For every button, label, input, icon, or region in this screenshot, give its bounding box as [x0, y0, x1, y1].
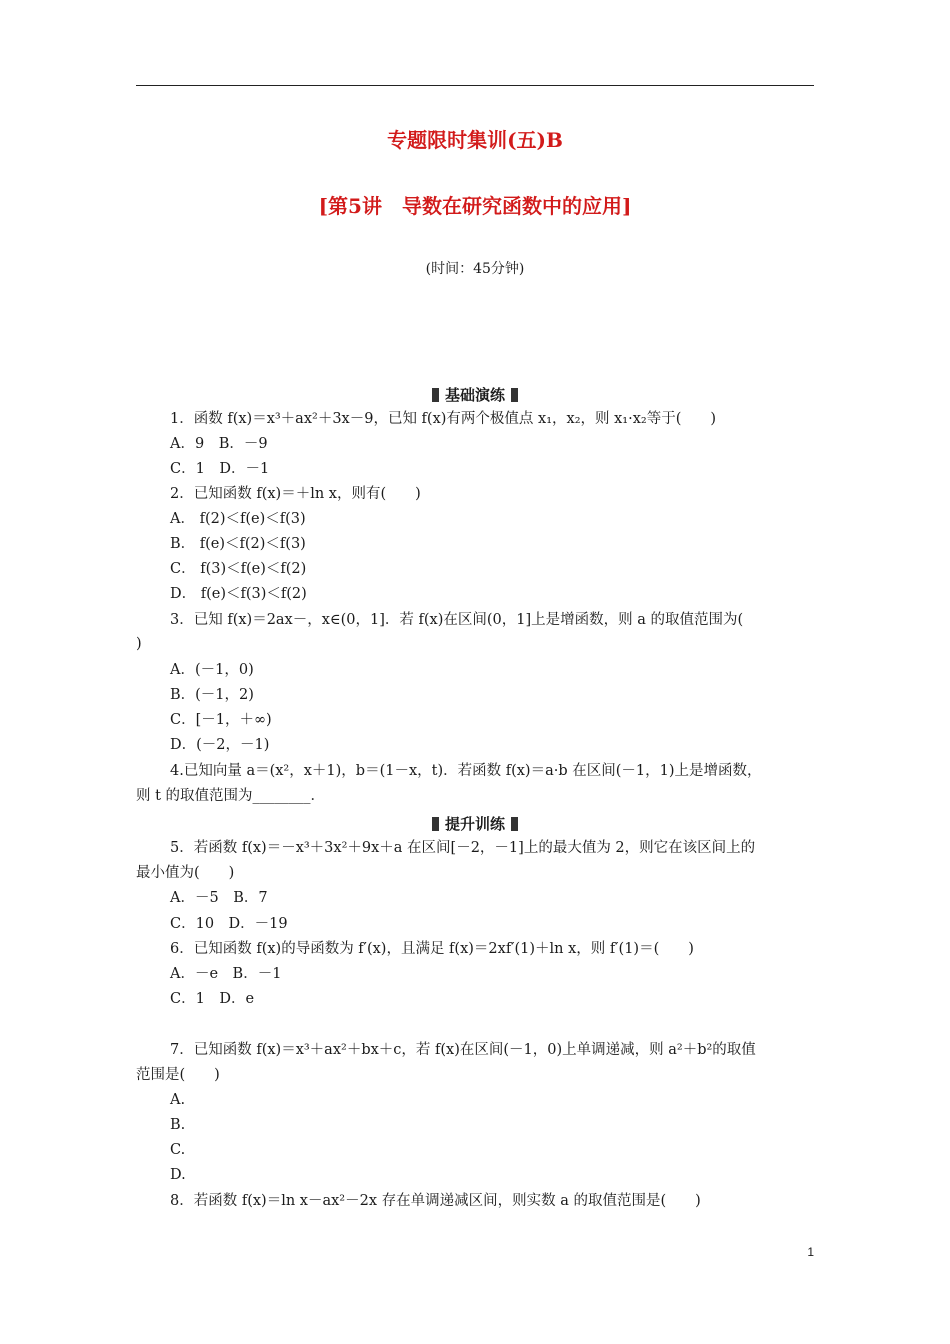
question-5: 5．若函数 f(x)＝－x³＋3x²＋9x＋a 在区间[－2，－1]上的最大值为 2，则它在该区间上的: [170, 840, 756, 856]
block-marker-icon: [511, 817, 518, 831]
option-line: B.: [170, 1117, 186, 1133]
option-line: A． f(2)＜f(e)＜f(3): [170, 511, 306, 527]
section-label: 提升训练: [444, 815, 505, 833]
option-line: C．[－1，＋∞): [170, 712, 272, 728]
option-line: A．(－1，0): [170, 662, 254, 678]
page-subtitle: [第5讲 导数在研究函数中的应用]: [318, 194, 632, 218]
option-line: A．－5 B．7: [170, 890, 268, 906]
option-line: D.: [170, 1167, 186, 1183]
time-note: (时间：45分钟): [425, 261, 525, 277]
option-line: D． f(e)＜f(3)＜f(2): [170, 586, 307, 602]
option-line: C．1 D．－1: [170, 461, 270, 477]
option-line: D．(－2，－1): [170, 737, 270, 753]
option-line: B．(－1，2): [170, 687, 254, 703]
question-5-continued: 最小值为( ): [136, 865, 235, 881]
block-marker-icon: [432, 388, 439, 402]
question-6: 6．已知函数 f(x)的导函数为 f′(x)，且满足 f(x)＝2xf′(1)＋ln x，则 f′(1)＝( ): [170, 941, 694, 957]
question-3-continued: ): [136, 636, 142, 652]
option-line: B． f(e)＜f(2)＜f(3): [170, 536, 306, 552]
option-line: C.: [170, 1142, 186, 1158]
block-marker-icon: [432, 817, 439, 831]
question-7-continued: 范围是( ): [136, 1067, 220, 1083]
option-line: A．9 B．－9: [170, 436, 268, 452]
top-rule: [136, 85, 814, 86]
question-8: 8．若函数 f(x)＝ln x－ax²－2x 存在单调递减区间，则实数 a 的取值范围是( ): [170, 1193, 701, 1209]
question-2: 2．已知函数 f(x)＝＋ln x，则有( ): [170, 486, 421, 502]
option-line: C．10 D．－19: [170, 916, 288, 932]
option-line: A.: [170, 1092, 186, 1108]
question-4-continued: 则 t 的取值范围为________．: [136, 788, 326, 804]
option-line: C． f(3)＜f(e)＜f(2): [170, 561, 307, 577]
question-1: 1．函数 f(x)＝x³＋ax²＋3x－9，已知 f(x)有两个极值点 x₁，x₂，则 x₁·x₂等于( ): [170, 411, 717, 427]
question-3: 3．已知 f(x)＝2ax－，x∈(0，1]．若 f(x)在区间(0，1]上是增函数，则 a 的取值范围为(: [170, 612, 744, 628]
section-label: 基础演练: [444, 386, 505, 404]
block-marker-icon: [511, 388, 518, 402]
section-heading-advanced: [0, 813, 950, 834]
page-number: 1: [807, 1245, 814, 1259]
question-7: 7．已知函数 f(x)＝x³＋ax²＋bx＋c，若 f(x)在区间(－1，0)上单调递减，则 a²＋b²的取值: [170, 1042, 756, 1058]
option-line: C．1 D．e: [170, 991, 255, 1007]
question-4: 4.已知向量 a＝(x²，x＋1)，b＝(1－x，t)．若函数 f(x)＝a·b 在区间(－1，1)上是增函数，: [170, 763, 762, 779]
option-line: A．－e B．－1: [170, 966, 282, 982]
page-title: 专题限时集训(五)B: [387, 128, 563, 152]
section-heading-basic: [0, 384, 950, 405]
